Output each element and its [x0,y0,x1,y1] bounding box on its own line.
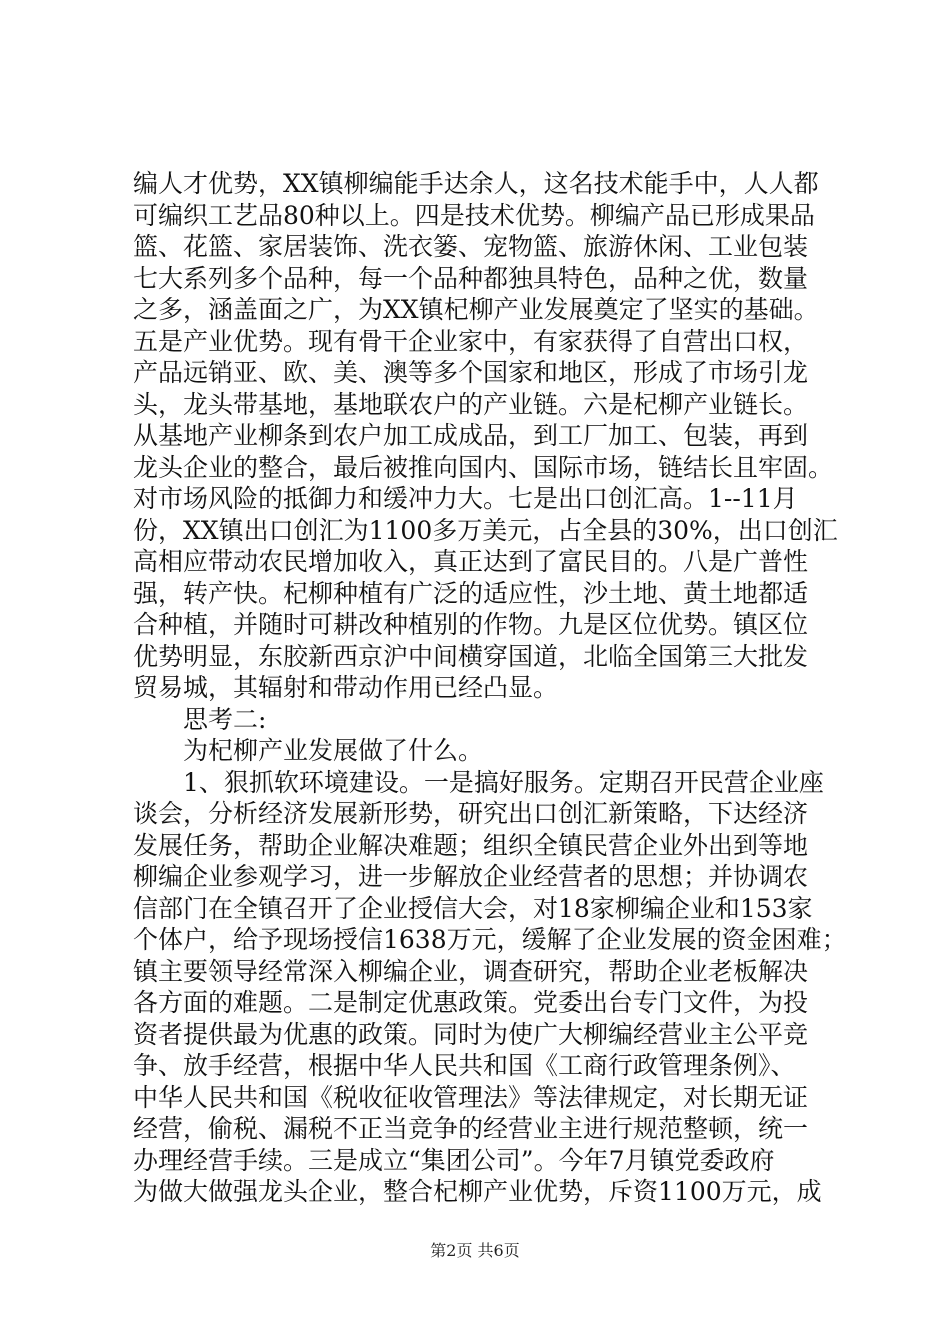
text-line: 各方面的难题。二是制定优惠政策。党委出台专门文件，为投 [133,988,809,1017]
text-line: 信部门在全镇召开了企业授信大会，对18家柳编企业和153家 [133,893,813,923]
text-line: 龙头企业的整合，最后被推向国内、国际市场，链结长且牢固。 [133,452,834,482]
text-line: 编人才优势，XX镇柳编能手达余人，这名技术能手中，人人都 [133,169,819,198]
text-line: 份，XX镇出口创汇为1100多万美元，占全县的30%，出口创汇 [133,515,838,545]
text-line: 经营，偷税、漏税不正当竞争的经营业主进行规范整顿，统一 [133,1114,809,1143]
text-line: 对市场风险的抵御力和缓冲力大。七是出口创汇高。1--11月 [133,484,798,513]
section-subheading: 为杞柳产业发展做了什么。 [183,736,484,765]
text-line: 争、放手经营，根据中华人民共和国《工商行政管理条例》、 [133,1051,796,1080]
text-line: 七大系列多个品种，每一个品种都独具特色，品种之优，数量 [133,263,809,293]
text-line: 从基地产业柳条到农户加工成成品，到工厂加工、包装，再到 [133,421,809,450]
text-line: 1、狠抓软环境建设。一是搞好服务。定期召开民营企业座 [183,767,824,797]
text-line: 柳编企业参观学习，进一步解放企业经营者的思想；并协调农 [133,862,809,891]
text-line: 之多，涵盖面之广，为XX镇杞柳产业发展奠定了坚实的基础。 [133,295,819,324]
text-line: 高相应带动农民增加收入，真正达到了富民目的。八是广普性 [133,547,809,576]
text-line: 合种植，并随时可耕改种植别的作物。九是区位优势。镇区位 [133,610,809,639]
text-line: 强，转产快。杞柳种植有广泛的适应性，沙土地、黄土地都适 [133,578,809,608]
text-line: 中华人民共和国《税收征收管理法》等法律规定，对长期无证 [133,1082,809,1112]
text-line: 可编织工艺品80种以上。四是技术优势。柳编产品已形成果品 [133,200,815,230]
text-line: 发展任务，帮助企业解决难题；组织全镇民营企业外出到等地 [133,830,809,860]
text-line: 贸易城，其辐射和带动作用已经凸显。 [133,673,559,702]
text-line: 五是产业优势。现有骨干企业家中，有家获得了自营出口权， [133,326,809,356]
text-line: 办理经营手续。三是成立“集团公司”。今年7月镇党委政府 [133,1145,775,1175]
text-line: 为做大做强龙头企业，整合杞柳产业优势，斥资1100万元，成 [133,1177,822,1206]
text-line: 头，龙头带基地，基地联农户的产业链。六是杞柳产业链长。 [133,389,809,419]
section-heading: 思考二: [183,704,267,734]
text-line: 个体户，给予现场授信1638万元，缓解了企业发展的资金困难； [133,925,847,954]
document-body [133,168,847,1208]
page-footer: 第2页 共6页 [430,1241,520,1260]
text-line: 谈会，分析经济发展新形势，研究出口创汇新策略，下达经济 [133,799,809,828]
text-line: 产品远销亚、欧、美、澳等多个国家和地区，形成了市场引龙 [133,358,809,387]
text-line: 镇主要领导经常深入柳编企业，调查研究，帮助企业老板解决 [133,956,809,986]
text-line: 资者提供最为优惠的政策。同时为使广大柳编经营业主公平竞 [133,1019,809,1049]
text-line: 篮、花篮、家居装饰、洗衣篓、宠物篮、旅游休闲、工业包装 [133,232,809,261]
text-line: 优势明显，东胶新西京沪中间横穿国道，北临全国第三大批发 [133,641,809,671]
